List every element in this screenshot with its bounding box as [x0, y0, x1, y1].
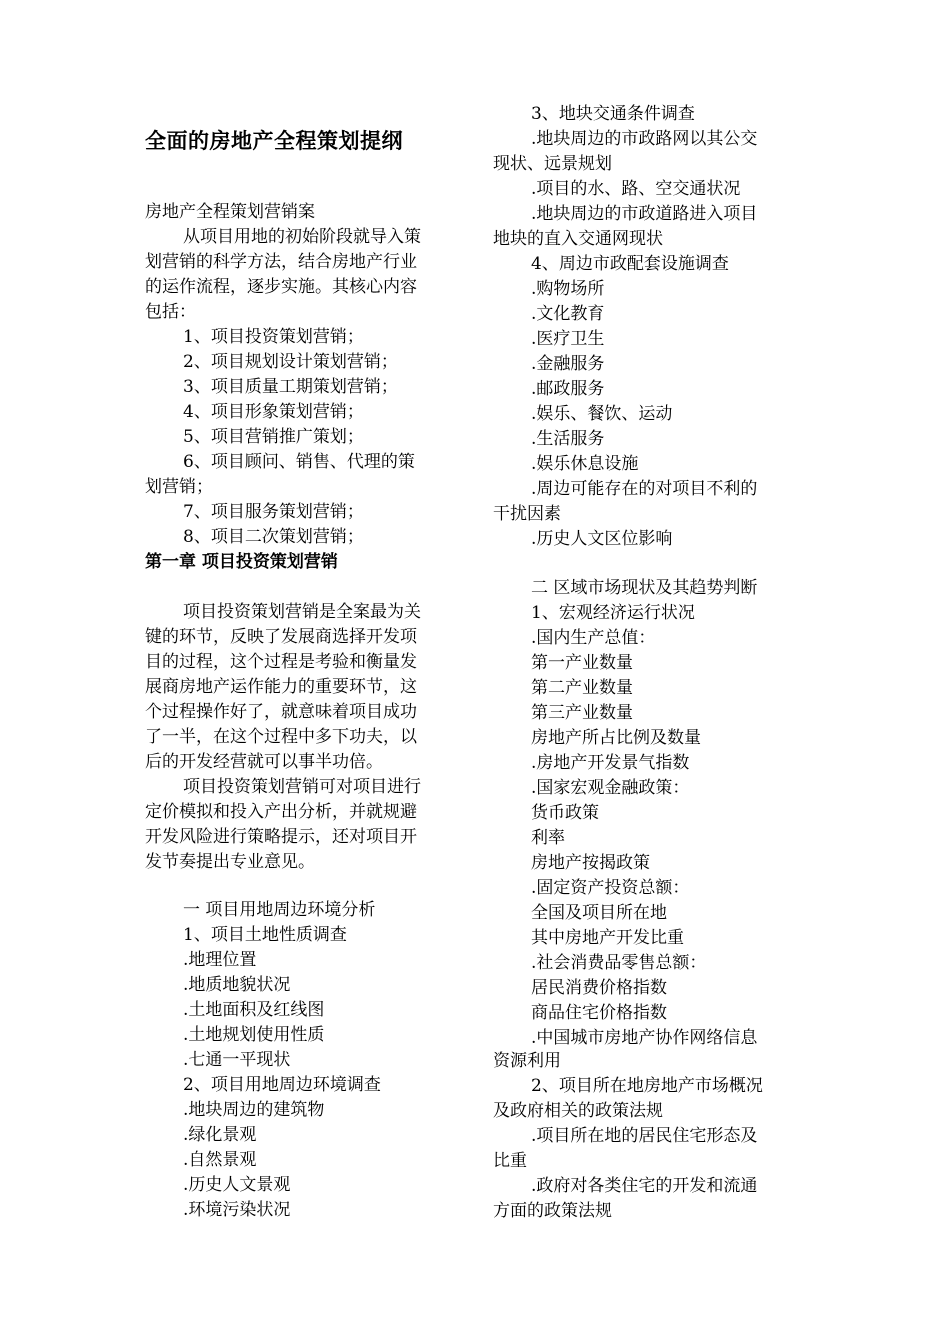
text-line: 资源利用 [493, 1051, 561, 1071]
text-line: 第一产业数量 [531, 653, 633, 673]
text-line: 8、项目二次策划营销； [183, 527, 364, 547]
text-line: 1、项目土地性质调查 [183, 925, 347, 945]
text-line: 项目投资策划营销可对项目进行 [183, 777, 421, 797]
text-line: 第二产业数量 [531, 678, 633, 698]
text-line: .土地规划使用性质 [183, 1025, 325, 1045]
text-line: 项目投资策划营销是全案最为关 [183, 602, 421, 622]
text-line: 键的环节，反映了发展商选择开发项 [145, 627, 417, 647]
text-line: 个过程操作好了，就意味着项目成功 [145, 702, 417, 722]
text-line: 的运作流程，逐步实施。其核心内容 [145, 277, 417, 297]
text-line: .国内生产总值： [531, 628, 656, 648]
text-line: .历史人文景观 [183, 1175, 291, 1195]
text-line: 干扰因素 [493, 504, 561, 524]
text-line: .七通一平现状 [183, 1050, 291, 1070]
text-line: .金融服务 [531, 354, 605, 374]
text-line: .社会消费品零售总额： [531, 953, 707, 973]
text-line: 2、项目规划设计策划营销； [183, 352, 398, 372]
text-line: 利率 [531, 828, 565, 848]
text-line: 2、项目用地周边环境调查 [183, 1075, 381, 1095]
text-line: 从项目用地的初始阶段就导入策 [183, 227, 421, 247]
text-line: 2、项目所在地房地产市场概况 [531, 1076, 763, 1096]
text-line: 房地产所占比例及数量 [531, 728, 701, 748]
text-line: .邮政服务 [531, 379, 605, 399]
text-line: 6、项目顾问、销售、代理的策 [183, 452, 415, 472]
text-line: 发节奏提出专业意见。 [145, 852, 315, 872]
text-line: 了一半，在这个过程中多下功夫，以 [145, 727, 417, 747]
text-line: .固定资产投资总额： [531, 878, 690, 898]
text-line: 开发风险进行策略提示，还对项目开 [145, 827, 417, 847]
text-line: 展商房地产运作能力的重要环节，这 [145, 677, 417, 697]
text-line: .医疗卫生 [531, 329, 605, 349]
text-line: 房地产全程策划营销案 [145, 202, 315, 222]
text-line: 商品住宅价格指数 [531, 1003, 667, 1023]
text-line: 全国及项目所在地 [531, 903, 667, 923]
text-line: .绿化景观 [183, 1125, 257, 1145]
text-line: .土地面积及红线图 [183, 1000, 325, 1020]
text-line: 划营销的科学方法，结合房地产行业 [145, 252, 417, 272]
text-line: 地块的直入交通网现状 [493, 229, 663, 249]
text-line: .地块周边的市政路网以其公交 [531, 129, 758, 149]
text-line: .环境污染状况 [183, 1200, 291, 1220]
text-line: .政府对各类住宅的开发和流通 [531, 1176, 758, 1196]
text-line: 7、项目服务策划营销； [183, 502, 364, 522]
text-line: .地块周边的市政道路进入项目 [531, 204, 758, 224]
text-line: .地质地貌状况 [183, 975, 291, 995]
text-line: 包括： [145, 302, 196, 322]
text-line: 第三产业数量 [531, 703, 633, 723]
text-line: 现状、远景规划 [493, 154, 612, 174]
text-line: .地理位置 [183, 950, 257, 970]
text-line: .国家宏观金融政策： [531, 778, 690, 798]
text-line: 定价模拟和投入产出分析，并就规避 [145, 802, 417, 822]
text-line: 货币政策 [531, 803, 599, 823]
text-line: .地块周边的建筑物 [183, 1100, 325, 1120]
text-line: .中国城市房地产协作网络信息 [531, 1028, 758, 1048]
text-line: 3、地块交通条件调查 [531, 104, 695, 124]
text-line: 二 区域市场现状及其趋势判断 [531, 578, 758, 598]
text-line: 1、宏观经济运行状况 [531, 603, 695, 623]
text-line: .文化教育 [531, 304, 605, 324]
text-line: .项目的水、路、空交通状况 [531, 179, 741, 199]
text-line: 4、项目形象策划营销； [183, 402, 364, 422]
text-line: .房地产开发景气指数 [531, 753, 690, 773]
text-line: 4、周边市政配套设施调查 [531, 254, 729, 274]
text-line: .自然景观 [183, 1150, 257, 1170]
text-line: 划营销； [145, 477, 213, 497]
text-line: 一 项目用地周边环境分析 [183, 900, 376, 920]
text-line: 3、项目质量工期策划营销； [183, 377, 398, 397]
text-line: 5、项目营销推广策划； [183, 427, 364, 447]
text-line: 后的开发经营就可以事半功倍。 [145, 752, 383, 772]
text-line: .生活服务 [531, 429, 605, 449]
chapter-heading: 第一章 项目投资策划营销 [145, 552, 338, 572]
text-line: 居民消费价格指数 [531, 978, 667, 998]
text-line: .购物场所 [531, 279, 605, 299]
text-line: .娱乐休息设施 [531, 454, 639, 474]
text-line: 其中房地产开发比重 [531, 928, 684, 948]
text-line: .周边可能存在的对项目不利的 [531, 479, 758, 499]
text-line: 1、项目投资策划营销； [183, 327, 364, 347]
text-line: 房地产按揭政策 [531, 853, 650, 873]
text-line: .娱乐、餐饮、运动 [531, 404, 673, 424]
text-line: 及政府相关的政策法规 [493, 1101, 663, 1121]
text-line: 方面的政策法规 [493, 1201, 612, 1221]
document-title: 全面的房地产全程策划提纲 [145, 129, 403, 153]
text-line: 目的过程，这个过程是考验和衡量发 [145, 652, 417, 672]
text-line: .历史人文区位影响 [531, 529, 673, 549]
text-line: .项目所在地的居民住宅形态及 [531, 1126, 758, 1146]
text-line: 比重 [493, 1151, 527, 1171]
